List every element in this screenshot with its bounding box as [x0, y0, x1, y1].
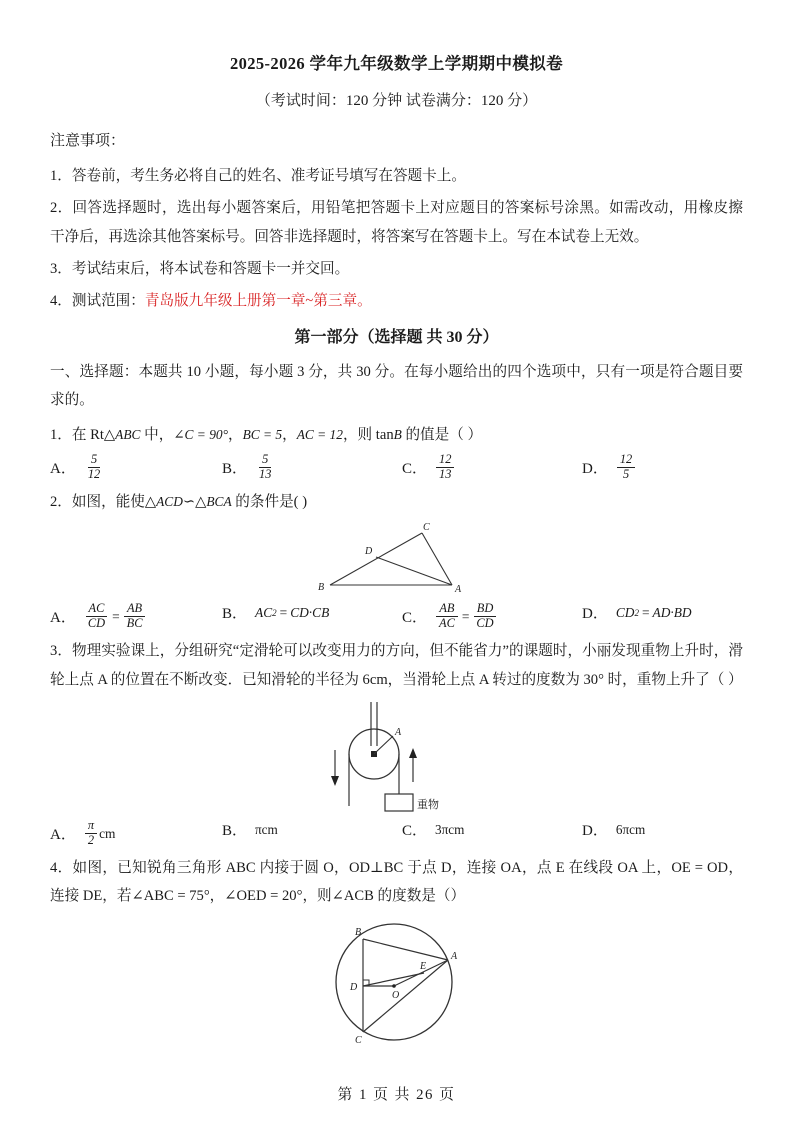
q1-option-b-label: B．	[222, 461, 248, 478]
q2-option-a-label: A．	[50, 610, 76, 627]
q1-math-2: ∠C = 90°	[173, 426, 228, 442]
q1-math-1: ABC	[115, 426, 141, 442]
q2-option-c-right-fraction	[473, 602, 496, 631]
q2-option-a-rnum: AB	[124, 602, 145, 617]
q1-text-2: 中，	[140, 426, 174, 443]
notice-item-2: 2．回答选择题时，选出每小题答案后，用铅笔把答题卡上对应题目的答案标号涂黑。如需改动，用橡皮擦干净后，再选涂其他答案标号。回答非选择题时，将答案写在答题卡上。写在本试卷上无效。	[50, 200, 743, 245]
q2-option-b-power: 2	[272, 607, 277, 618]
q3-option-b-value: πcm	[255, 821, 278, 837]
q3-option-c-label: C．	[402, 823, 428, 840]
exam-subtitle: （考试时间：120 分钟 试卷满分：120 分）	[255, 93, 538, 110]
q1-option-c-fraction	[436, 453, 454, 482]
question-2-stem	[50, 488, 743, 516]
q3-option-c-value: 3πcm	[435, 821, 465, 837]
label-c: C	[422, 522, 430, 534]
q2-math-2: BCA	[206, 494, 232, 509]
q2-option-a-expression	[84, 602, 147, 631]
q2-option-d[interactable]	[582, 602, 742, 623]
label-o: O	[391, 990, 399, 1002]
q1-option-c[interactable]	[402, 453, 582, 482]
q3-option-d-label: D．	[582, 823, 608, 840]
segment-da	[376, 557, 452, 585]
choice-section-intro: 一、选择题：本题共 10 小题，每小题 3 分，共 30 分。在每小题给出的四个选项中，只有一项是符合题目要求的。	[50, 363, 743, 409]
label-a: A	[395, 726, 402, 738]
q1-text-1: 在 Rt△	[71, 426, 116, 443]
q2-text-3: 的条件是( )	[231, 494, 308, 510]
q1-option-a-fraction	[85, 453, 103, 482]
chord-ca	[363, 960, 448, 1032]
test-range-value: 青岛版九年级上册第一章~第三章。	[144, 293, 372, 310]
q1-option-b-numerator: 5	[259, 453, 271, 468]
test-range-prefix: 4．测试范围：	[50, 293, 145, 310]
notice-item-3: 3．考试结束后，将本试卷和答题卡一并交回。	[50, 260, 350, 277]
weight-box	[385, 794, 413, 811]
q2-option-c-lden: AC	[439, 616, 455, 631]
q1-option-a-numerator: 5	[88, 453, 100, 468]
q1-option-b-denominator: 13	[259, 467, 272, 482]
q2-option-a-left-fraction	[85, 602, 108, 631]
q1-text-6: 的值是（ ）	[401, 426, 483, 443]
arrow-down-head	[331, 776, 339, 786]
question-4-stem	[50, 854, 743, 911]
notices-heading: 注意事项：	[50, 133, 126, 150]
q3-option-a-label: A．	[50, 827, 76, 844]
q3-option-d-value: 6πcm	[615, 821, 646, 837]
q2-option-d-right: AD·BD	[652, 604, 692, 620]
page-content	[50, 52, 743, 1052]
question-3-figure	[50, 700, 743, 815]
q2-option-d-left: CD	[615, 604, 635, 620]
arrow-up-head	[409, 748, 417, 758]
q1-option-d-fraction	[617, 453, 635, 482]
q2-option-c-lnum: AB	[436, 602, 457, 617]
q1-option-d-denominator: 5	[622, 467, 630, 482]
q2-text-2: ∽△	[182, 494, 207, 510]
q2-option-a-lden: CD	[87, 616, 106, 631]
label-b: B	[317, 582, 324, 594]
q1-option-a[interactable]	[50, 453, 222, 482]
q3-number: 3．	[50, 643, 72, 660]
q1-text-4: ，	[282, 426, 297, 443]
notice-item-1: 1．答卷前，考生务必将自己的姓名、准考证号填写在答题卡上。	[50, 167, 466, 184]
q1-math-3: BC = 5	[242, 426, 283, 442]
q1-number: 1．	[50, 426, 72, 443]
q2-option-d-equals: =	[641, 604, 650, 620]
q1-option-b[interactable]	[222, 453, 402, 482]
q1-option-a-denominator: 12	[87, 467, 101, 482]
q4-number: 4．	[50, 859, 73, 876]
q3-option-d[interactable]	[582, 819, 742, 840]
q2-option-b[interactable]	[222, 602, 402, 623]
q2-text-1: 如图，能使△	[71, 494, 157, 510]
q1-option-c-numerator: 12	[436, 453, 454, 468]
label-d: D	[364, 546, 372, 558]
part-one-title: 第一部分（选择题 共 30 分）	[294, 328, 499, 346]
label-b: B	[354, 927, 361, 939]
q3-text: 物理实验课上，分组研究“定滑轮可以改变用力的方向，但不能省力”的课题时，小丽发现重物上升时，滑轮上点 A 的位置在不断改变．已知滑轮的半径为 6cm，当滑轮上点 A 转过的度数为 30° 时，重物上升了（ ）	[50, 643, 743, 688]
q2-option-a-lnum: AC	[86, 602, 108, 617]
q2-option-c-expression	[435, 602, 498, 631]
q4-text: 如图，已知锐角三角形 ABC 内接于圆 O，OD⊥BC 于点 D，连接 OA，点 E 在线段 OA 上，OE = OD，连接 DE，若∠ABC = 75°，∠OED = 20°，则∠ACB 的度数是（）	[50, 859, 743, 905]
question-3-stem	[50, 637, 743, 694]
question-1-options	[50, 453, 743, 482]
q2-option-a-rden: BC	[126, 616, 143, 631]
triangle-abc-with-cevian-svg	[312, 519, 482, 597]
q3-option-b-label: B．	[222, 823, 248, 840]
q2-option-d-label: D．	[582, 606, 608, 623]
question-3-options	[50, 819, 743, 848]
notice-item-4	[50, 287, 743, 315]
q2-option-c-label: C．	[402, 610, 428, 627]
q1-option-d-label: D．	[582, 461, 608, 478]
label-a: A	[454, 584, 461, 596]
q1-option-d[interactable]	[582, 453, 742, 482]
q1-text-3: ，	[227, 426, 243, 443]
q2-option-b-equals: =	[279, 604, 288, 620]
q1-math-5: B	[393, 426, 402, 442]
q3-option-c[interactable]	[402, 819, 582, 840]
question-2-options	[50, 602, 743, 631]
label-d: D	[349, 982, 357, 994]
q1-math-4: AC = 12	[296, 426, 343, 442]
q3-option-b[interactable]	[222, 819, 402, 840]
q2-option-b-right: CD·CB	[290, 604, 330, 620]
q2-option-c-rden: CD	[476, 616, 494, 631]
label-c: C	[354, 1035, 362, 1047]
q3-option-a-numerator: π	[85, 819, 97, 834]
q1-option-c-denominator: 13	[439, 467, 452, 482]
circle-with-inscribed-triangle-svg	[322, 918, 472, 1050]
q2-option-b-label: B．	[222, 606, 248, 623]
q1-option-d-numerator: 12	[617, 453, 635, 468]
q3-option-a[interactable]	[50, 819, 222, 848]
weight-label: 重物	[417, 798, 439, 811]
q1-option-a-label: A．	[50, 461, 76, 478]
q2-option-b-expression	[255, 605, 329, 621]
page-footer: 第 1 页 共 26 页	[337, 1087, 456, 1103]
fixed-pulley-with-weight-svg	[309, 702, 484, 814]
q3-option-a-fraction	[85, 819, 97, 848]
q2-option-b-left: AC	[255, 604, 273, 620]
q3-option-a-unit: cm	[99, 825, 116, 841]
q2-option-c[interactable]	[402, 602, 582, 631]
q2-number: 2．	[50, 494, 72, 510]
segment-bc	[330, 533, 422, 585]
q2-option-a-equals: =	[112, 608, 120, 624]
label-a: A	[450, 951, 457, 963]
q1-option-b-fraction	[256, 453, 274, 482]
segment-ca	[422, 533, 452, 585]
q2-option-d-expression	[616, 605, 692, 621]
label-e: E	[419, 961, 426, 973]
q2-math-1: ACD	[156, 494, 183, 509]
q2-option-c-left-fraction	[436, 602, 458, 631]
q2-option-a[interactable]	[50, 602, 222, 631]
q2-option-c-rnum: BD	[474, 602, 497, 617]
q2-option-c-equals: =	[461, 608, 470, 624]
center-point-o	[392, 985, 396, 989]
q2-option-a-right-fraction	[124, 602, 146, 631]
page-title: 2025-2026 学年九年级数学上学期期中模拟卷	[229, 54, 564, 73]
q1-option-c-label: C．	[402, 461, 428, 478]
q3-option-a-denominator: 2	[87, 833, 95, 848]
question-4-figure	[50, 917, 743, 1052]
segment-de	[363, 973, 424, 986]
q1-text-5: ，则 tan	[342, 426, 394, 443]
q2-option-d-power: 2	[634, 607, 639, 618]
question-2-figure	[50, 518, 743, 598]
question-1-stem	[50, 421, 743, 449]
